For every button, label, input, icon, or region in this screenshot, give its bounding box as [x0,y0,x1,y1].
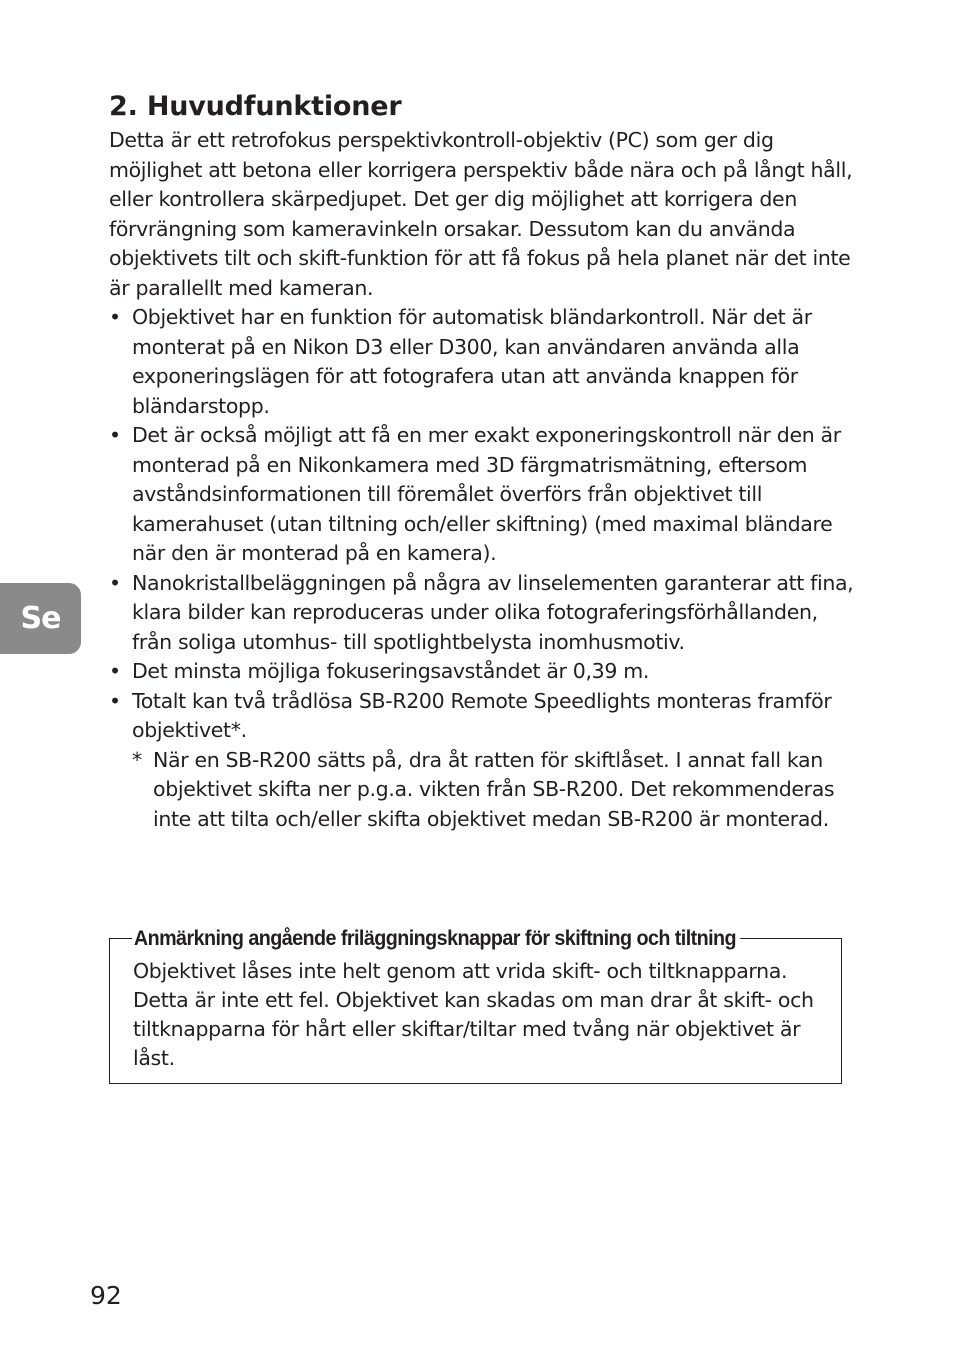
intro-paragraph: Detta är ett retrofokus perspektivkontroll-objektiv (PC) som ger dig möjlighet att betona eller korrigera perspektiv både nära och på långt håll, eller kontrollera skärpedjupet. Det ger dig möjlighet att korrigera den förvrängning som kameravinkeln orsakar. Dessutom kan du använda objektivets tilt och skift-funktion för att få fokus på hela planet när det inte är parallellt med kameran. [109,128,853,300]
footnote-text: När en SB-R200 sätts på, dra åt ratten för skiftlåset. I annat fall kan objektivet skifta ner p.g.a. vikten från SB-R200. Det rekommenderas inte att tilta och/eller skifta objektivet medan SB-R200 är monterad. [153,747,835,831]
note-box [109,927,842,1084]
list-item-text: Det är också möjligt att få en mer exakt exponeringskontroll när den är monterad på en Nikonkamera med 3D färgmatrismätning, eftersom avståndsinformationen till föremålet överförs från objektivet till kamerahuset (utan tiltning och/eller skiftning) (med maximal bländare när den är monterad på en kamera). [132,423,841,565]
list-item [109,421,854,569]
footnote-mark: * [132,747,142,772]
page-number: 92 [90,1281,122,1310]
list-item-text: Nanokristallbeläggningen på några av linselementen garanterar att fina, klara bilder kan reproduceras under olika fotograferingsförhållanden, från soliga utomhus- till spotlightbelysta inomhusmotiv. [132,570,854,654]
bullet-icon: • [109,688,121,713]
list-item-text: Objektivet har en funktion för automatisk bländarkontroll. När det är monterat på en Nikon D3 eller D300, kan användaren använda alla exponeringslägen för att fotografera utan att använda knappen för bländarstopp. [132,305,812,418]
page-content [109,90,854,834]
section-heading: 2. Huvudfunktioner [109,91,402,122]
list-item-text: Totalt kan två trådlösa SB-R200 Remote Speedlights monteras framför objektivet*. [132,688,832,742]
bullet-icon: • [109,423,121,447]
list-item-text: Det minsta möjliga fokuseringsavståndet är 0,39 m. [132,659,649,683]
footnote [109,746,854,835]
language-tab: Se [0,583,81,654]
list-item [109,569,854,658]
note-text: Objektivet låses inte helt genom att vrida skift- och tiltknapparna. Detta är inte ett fel. Objektivet kan skadas om man drar åt skift- och tiltknapparna för hårt eller skiftar/tiltar med tvång när objektivet är låst. [133,959,814,1070]
list-item [109,657,854,687]
note-title: Anmärkning angående friläggningsknappar för skiftning och tiltning [132,926,740,952]
bullet-icon: • [109,305,121,329]
list-item [109,687,854,746]
bullet-icon: • [109,659,121,683]
feature-list [109,303,854,746]
bullet-icon: • [109,570,121,595]
list-item [109,303,854,421]
